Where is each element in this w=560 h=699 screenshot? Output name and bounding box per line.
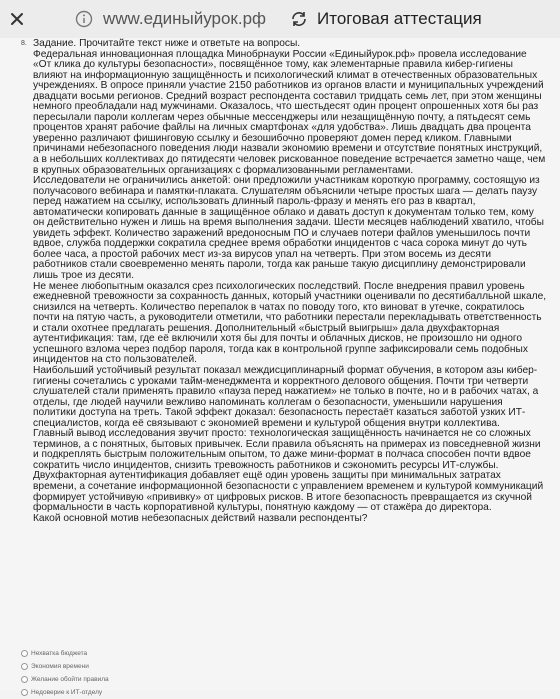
question-paragraph: Главный вывод исследования звучит просто: технологическая защищённость начинается не со сложных терминов, а с понятных, бытовых привычек. Если правила объяснять на примерах из повседневной жизни и подкреплять быстрым положительным опытом, то даже мини-формат в полчаса способен почти вдвое сократить число инцидентов, снизить тревожность работников и сэкономить ресурсы ИТ-службы. Двухфакторная аутентификация добавляет ещё один уровень защиты при минимальных затратах времени, а сочетание информационной безопасности с управлением временем и культурой коммуникаций формирует устойчивую «прививку» от цифровых рисков. В итоге безопасность превращается из скучной формальности в часть корпоративной культуры, понятную каждому — от стажёра до директора. xyxy=(33,428,544,514)
radio-icon[interactable] xyxy=(21,663,28,670)
radio-icon[interactable] xyxy=(21,689,28,696)
question-prompt: Какой основной мотив небезопасных действий назвали респонденты? xyxy=(33,512,368,524)
answer-option[interactable] xyxy=(21,686,109,699)
answer-option[interactable] xyxy=(21,660,109,673)
radio-icon[interactable] xyxy=(21,676,28,683)
answer-option[interactable] xyxy=(21,647,109,660)
question-number: 8. xyxy=(21,40,27,47)
answer-option-label: Нехватка бюджета xyxy=(31,650,88,657)
browser-toolbar xyxy=(0,0,560,39)
answer-option-label: Экономия времени xyxy=(31,663,89,670)
answer-option[interactable] xyxy=(21,673,109,686)
question-paragraph: Исследователи не ограничились анкетой: они предложили участникам короткую программу, состоящую из получасового вебинара и памятки-плаката. Слушателям объяснили четыре простых шага — делать паузу перед нажатием на ссылку, использовать длинный пароль-фразу и менять его раз в квартал, автоматически копировать данные в защищённое облако и давать доступ к документам только тем, кому он действительно нужен и лишь на время выполнения задачи. Шести месяцев наблюдений хватило, чтобы увидеть эффект. Количество заражений вредоносным ПО и случаев потери файлов уменьшилось почти вдвое, служба поддержки сократила среднее время обработки инцидентов с часа сорока минут до чуть более часа, а простой рабочих мест из-за вирусов упал на четверть. При этом восемь из десяти работников стали своевременно менять пароли, тогда как раньше такую дисциплину демонстрировали лишь трое из десяти. xyxy=(33,175,544,282)
answer-option-label: Желание обойти правила xyxy=(31,676,109,683)
close-icon[interactable] xyxy=(6,8,28,30)
address-bar-url[interactable]: www.единыйурок.рф xyxy=(103,9,267,28)
question-paragraph: Не менее любопытным оказался срез психологических последствий. После внедрения правил уровень ежедневной тревожности за сохранность данных, который участники оценивали по десятибалльной шкале, снизился на четверть. Количество перепалок в чатах по поводу того, кто виноват в утечке, сократилось почти на пятую часть, а руководители отметили, что работники перестали перекладывать ответственность и стали охотнее предлагать решения. Дополнительный «быстрый выигрыш» дала двухфакторная аутентификация: там, где её включили хотя бы для почты и облачных дисков, не произошло ни одного успешного взлома через подбор пароля, тогда как в контрольной группе зафиксировали семь подобных инцидентов на сто пользователей. xyxy=(33,280,547,366)
question-paragraph: Федеральная инновационная площадка Минобрнауки России «Единыйурок.рф» провела исследование «От клика до культуры безопасности», посвящённое тому, как элементарные правила кибер-гигиены влияют на информационную защищённость и психологический климат в отечественных образовательных учреждениях. В опросе приняли участие 2150 работников из органов власти и муниципальных учреждений двадцати восьми регионов. Средний возраст респондента составил тридцать семь лет, при этом женщины немного преобладали над мужчинами. Оказалось, что шестьдесят один процент опрошенных хотя бы раз пересылали пароли коллегам через обычные мессенджеры или незащищённую почту, а пятьдесят семь процентов хранят рабочие файлы на личных смартфонах «для удобства». Лишь двадцать два процента уверенно различают фишинговую ссылку и безошибочно проверяют домен перед кликом. Главными причинами небезопасного поведения люди назвали экономию времени и отсутствие понятных инструкций, а в небольших коллективах до пятидесяти человек рискованное поведение встречается заметно чаще, чем в крупных образовательных организациях с формализованными регламентами. xyxy=(33,48,546,176)
question-paragraph: Задание. Прочитайте текст ниже и ответьте на вопросы. xyxy=(33,38,301,49)
answer-option-label: Недоверие к ИТ-отделу xyxy=(31,689,103,696)
question-text xyxy=(33,39,547,524)
question-paragraph: Наибольший устойчивый результат показал междисциплинарный формат обучения, в котором азы кибер-гигиены сочетались с уроками тайм-менеджмента и корректного делового общения. Почти три четверти слушателей стали применять правило «пауза перед нажатием» не только в почте, но и в рабочих чатах, а отделы, где людей научили вежливо напоминать коллегам о безопасности, уменьшили нарушения политики доступа на треть. Такой эффект доказал: безопасность перестаёт казаться заботой узких ИТ-специалистов, когда её связывают с экономией времени и культурой общения внутри коллектива. xyxy=(33,364,539,429)
site-info-icon[interactable] xyxy=(75,10,93,28)
sync-icon[interactable] xyxy=(288,8,310,30)
page-content xyxy=(0,38,560,696)
page-title: Итоговая аттестация xyxy=(317,9,482,28)
answer-options xyxy=(21,647,109,699)
radio-icon[interactable] xyxy=(21,650,28,657)
